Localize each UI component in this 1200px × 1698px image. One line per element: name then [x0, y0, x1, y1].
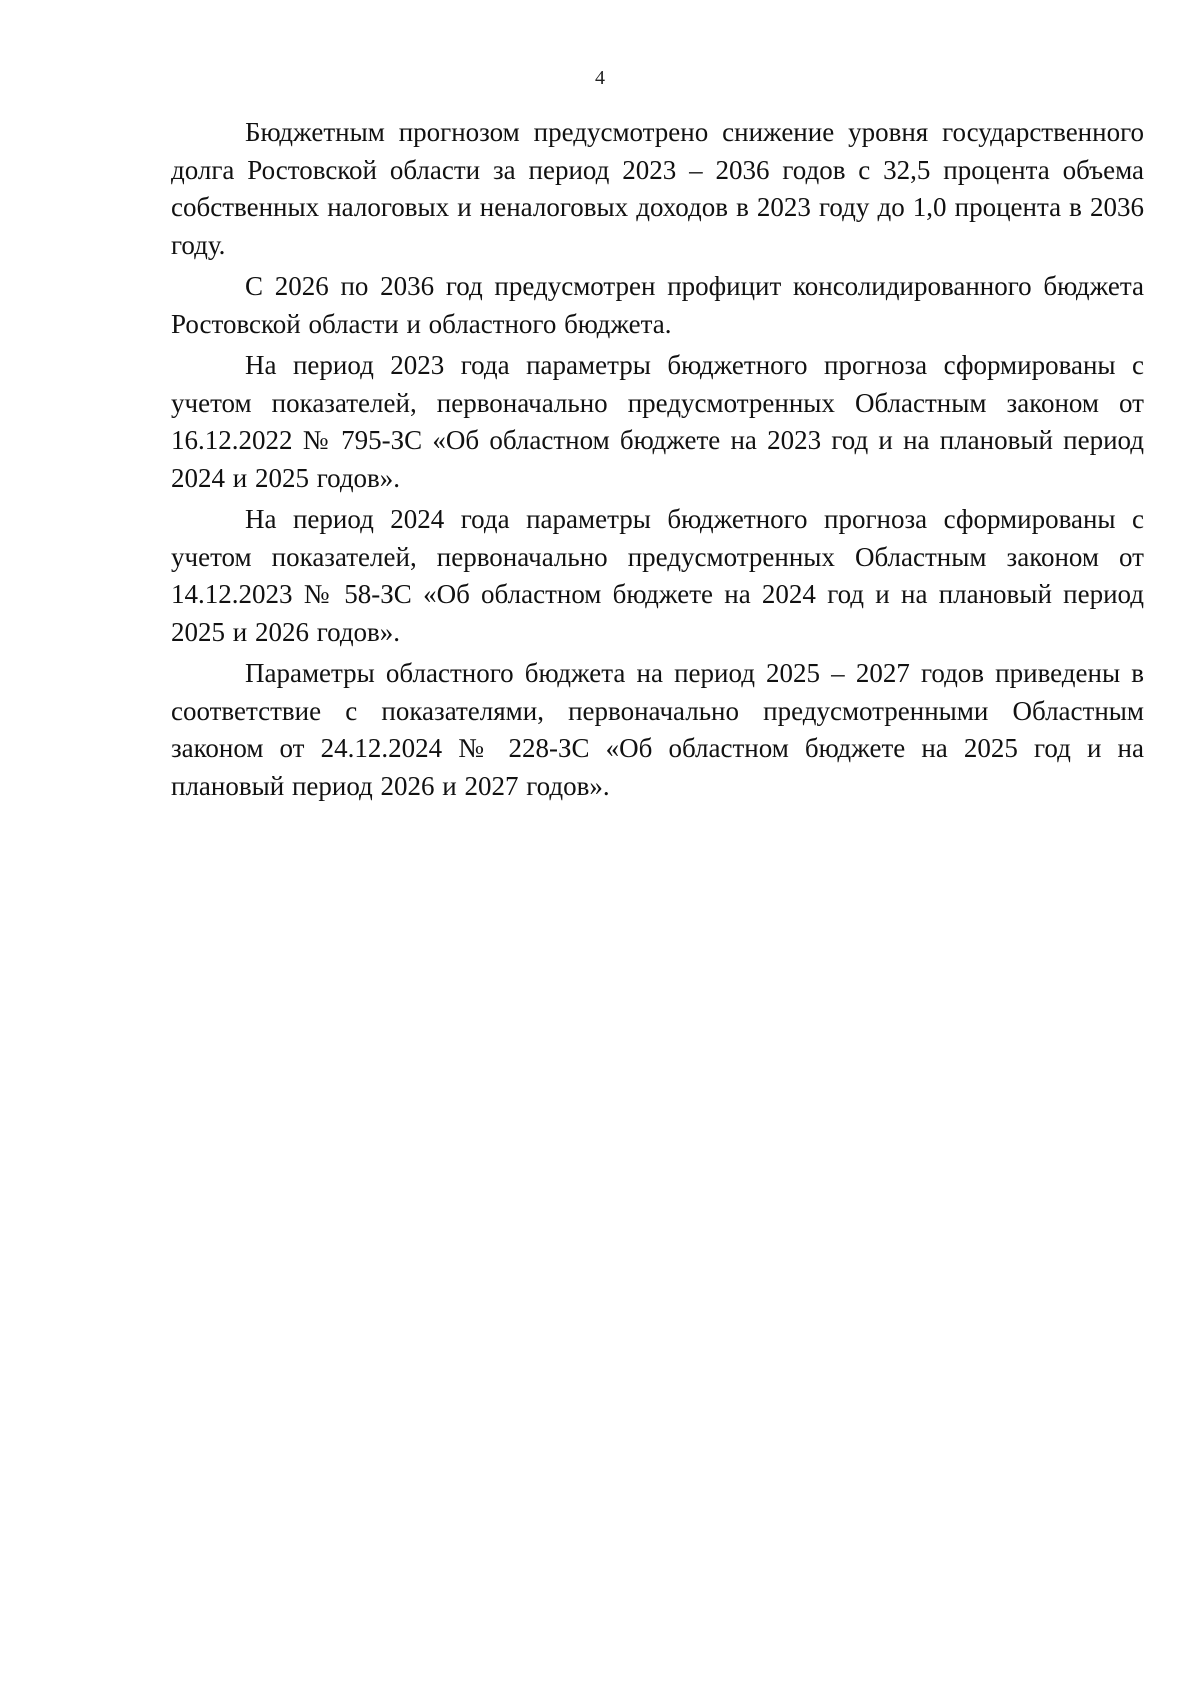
paragraph-2025-2027-parameters: Параметры областного бюджета на период 2025 – 2027 годов приведены в соответствие с показателями, первоначально предусмотренными Областным законом от 24.12.2024 № 228-ЗС «Об областном бюджете на 2025 год и на плановый период 2026 и 2027 годов». [171, 658, 1144, 801]
page-number: 4 [595, 67, 605, 89]
document-body [171, 114, 1144, 809]
paragraph-surplus: С 2026 по 2036 год предусмотрен профицит консолидированного бюджета Ростовской области и областного бюджета. [171, 271, 1144, 339]
paragraph-2024-parameters: На период 2024 года параметры бюджетного прогноза сформированы с учетом показателей, первоначально предусмотренных Областным законом от 14.12.2023 № 58-ЗС «Об областном бюджете на 2024 год и на плановый период 2025 и 2026 годов». [171, 504, 1144, 647]
paragraph-2023-parameters: На период 2023 года параметры бюджетного прогноза сформированы с учетом показателей, первоначально предусмотренных Областным законом от 16.12.2022 № 795-ЗС «Об областном бюджете на 2023 год и на плановый период 2024 и 2025 годов». [171, 350, 1144, 493]
paragraph-debt-forecast: Бюджетным прогнозом предусмотрено снижение уровня государственного долга Ростовской области за период 2023 – 2036 годов с 32,5 процента объема собственных налоговых и неналоговых доходов в 2023 году до 1,0 процента в 2036 году. [171, 117, 1144, 260]
